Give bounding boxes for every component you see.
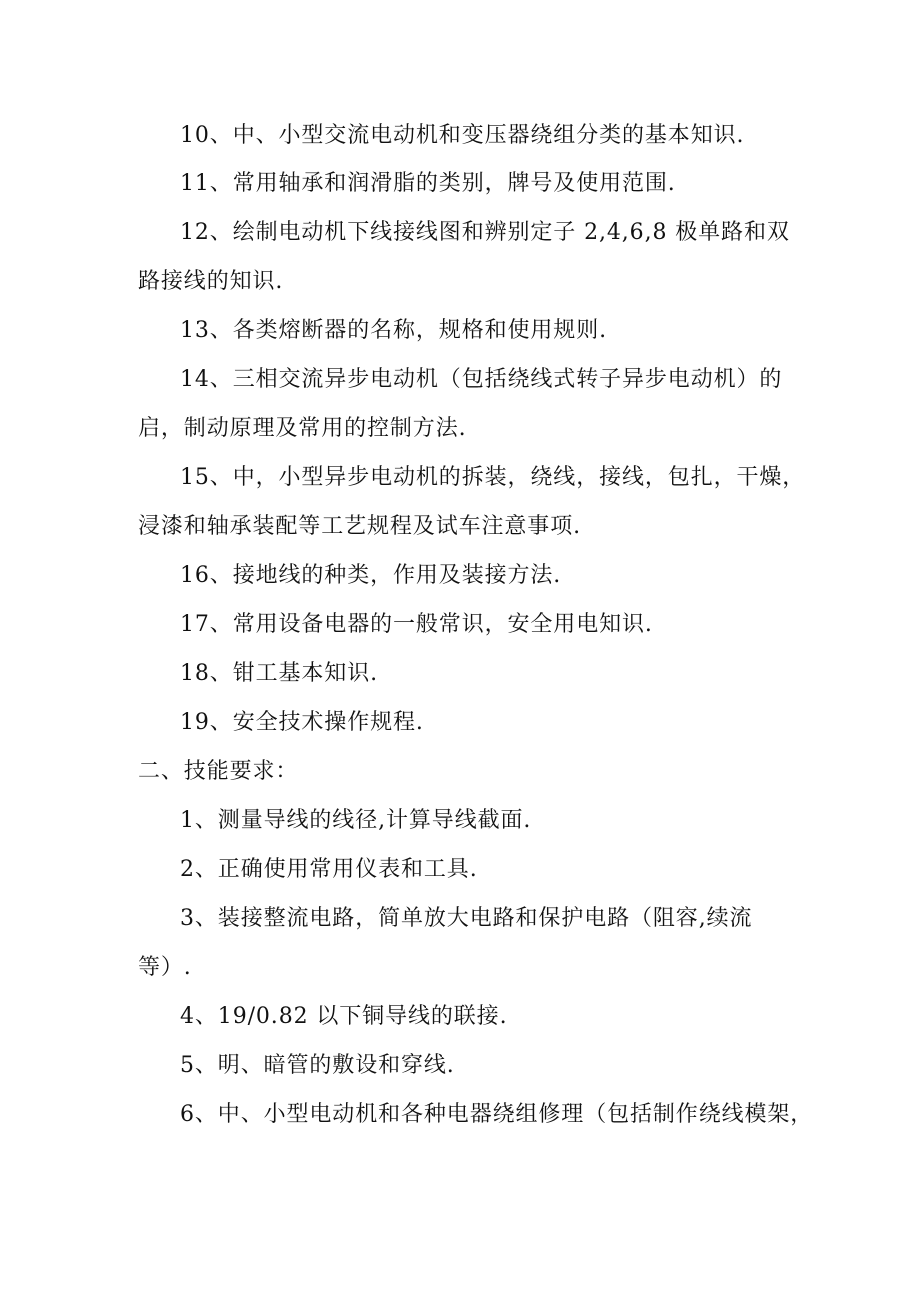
item-19-text: 19、安全技术操作规程. <box>180 710 424 735</box>
item-12-text: 12、绘制电动机下线接线图和辨别定子 2,4,6,8 极单路和双 <box>180 220 790 245</box>
item-14-continuation: 启，制动原理及常用的控制方法. <box>138 416 467 441</box>
item-12-continuation: 路接线的知识. <box>138 269 284 294</box>
item-15-text: 15、中，小型异步电动机的拆装，绕线，接线，包扎，干燥， <box>180 465 806 490</box>
item-13-text: 13、各类熔断器的名称，规格和使用规则. <box>180 318 607 343</box>
item-15-continuation: 浸漆和轴承装配等工艺规程及试车注意事项. <box>138 514 581 539</box>
skill-5-text: 5、明、暗管的敷设和穿线. <box>180 1053 455 1078</box>
skill-6-text: 6、中、小型电动机和各种电器绕组修理（包括制作绕线模架， <box>180 1102 814 1127</box>
skill-1-text: 1、测量导线的线径,计算导线截面. <box>180 808 532 833</box>
item-14-text: 14、三相交流异步电动机（包括绕线式转子异步电动机）的 <box>180 367 783 392</box>
item-17-text: 17、常用设备电器的一般常识，安全用电知识. <box>180 612 653 637</box>
skill-4-text: 4、19/0.82 以下铜导线的联接. <box>180 1004 508 1029</box>
item-11-text: 11、常用轴承和润滑脂的类别，牌号及使用范围. <box>180 171 676 196</box>
item-10-text: 10、中、小型交流电动机和变压器绕组分类的基本知识. <box>180 123 745 148</box>
skill-2-text: 2、正确使用常用仪表和工具. <box>180 857 478 882</box>
skill-3-continuation: 等）. <box>138 955 192 980</box>
section-heading-skills: 二、技能要求： <box>138 759 299 784</box>
item-16-text: 16、接地线的种类，作用及装接方法. <box>180 563 562 588</box>
skill-3-text: 3、装接整流电路，简单放大电路和保护电路（阻容,续流 <box>180 906 753 931</box>
item-18-text: 18、钳工基本知识. <box>180 661 378 686</box>
